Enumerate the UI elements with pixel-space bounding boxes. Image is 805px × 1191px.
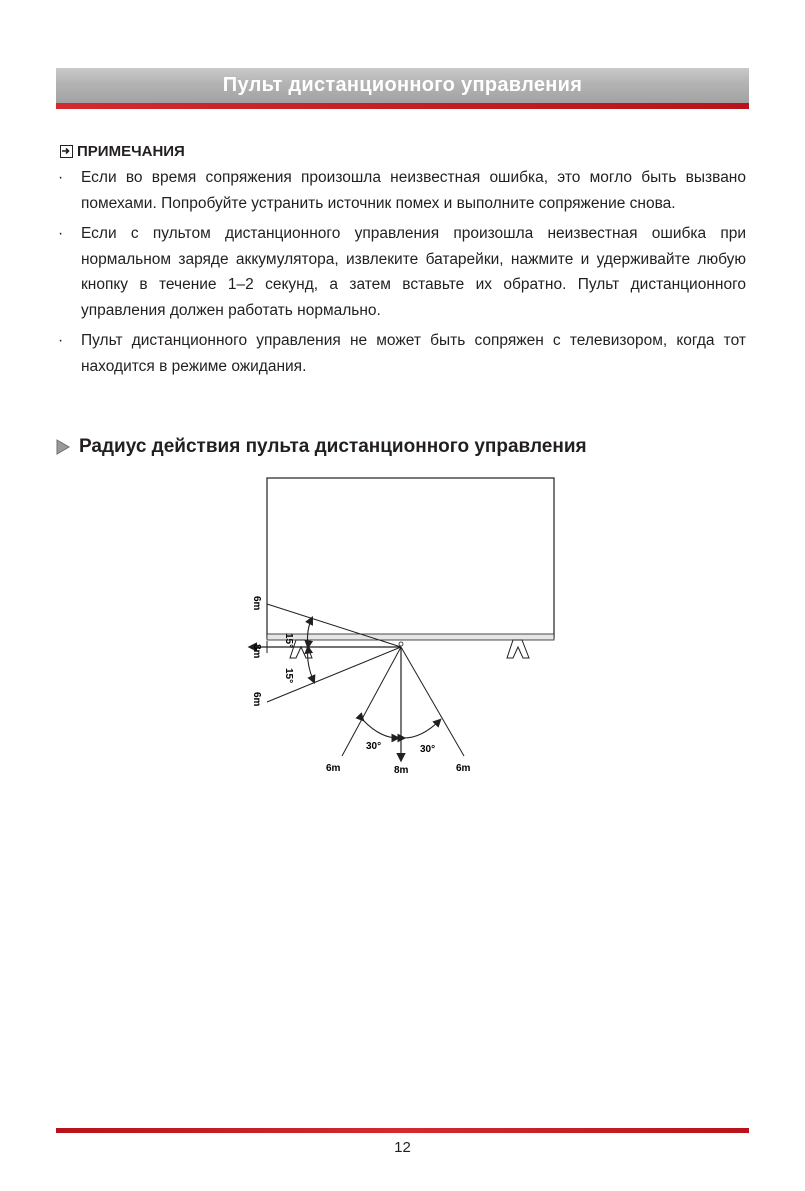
side-distance-bottom: 6m bbox=[251, 692, 262, 707]
note-arrow-icon bbox=[60, 145, 73, 158]
tv-screen bbox=[267, 478, 554, 638]
section-heading bbox=[56, 434, 587, 460]
ir-sensor bbox=[399, 642, 403, 646]
side-angle-label-bottom: 15° bbox=[283, 668, 294, 684]
bullet: · bbox=[58, 332, 64, 349]
section-title: Радиус действия пульта дистанционного управления bbox=[79, 436, 587, 457]
side-distance-top: 6m bbox=[251, 596, 262, 611]
remote-range-diagram bbox=[230, 472, 570, 782]
bullet: · bbox=[58, 225, 64, 242]
bottom-angle-arc-right bbox=[404, 720, 440, 738]
note-text: Пульт дистанционного управления не может быть сопряжен с телевизором, когда тот находится в режиме ожидания. bbox=[81, 332, 746, 375]
bottom-range-left-line bbox=[342, 647, 401, 756]
side-angle-label-top: 15° bbox=[283, 633, 294, 649]
side-distance-center: 8m bbox=[251, 644, 262, 659]
note-item bbox=[56, 165, 746, 216]
notes-heading bbox=[60, 141, 185, 161]
note-item bbox=[56, 221, 746, 323]
bottom-distance-left: 6m bbox=[326, 763, 341, 774]
bottom-distance-center: 8m bbox=[394, 765, 409, 776]
note-item bbox=[56, 328, 746, 379]
bottom-distance-right: 6m bbox=[456, 763, 471, 774]
note-text: Если во время сопряжения произошла неизвестная ошибка, это могло быть вызвано помехами. Попробуйте устранить источник помех и выполните сопряжение снова. bbox=[81, 169, 746, 212]
header-accent-line bbox=[56, 103, 749, 109]
page-header bbox=[56, 68, 749, 103]
note-text: Если с пультом дистанционного управления произошла неизвестная ошибка при нормальном заряде аккумулятора, извлеките батарейки, нажмите и удерживайте любую кнопку в течение 1–2 секунд, а затем вставьте их обратно. Пульт дистанционного управления должен работать нормально. bbox=[81, 225, 746, 319]
bottom-angle-label-right: 30° bbox=[420, 744, 436, 755]
triangle-arrow-icon bbox=[56, 439, 70, 455]
bottom-range-right-line bbox=[401, 647, 464, 756]
bottom-angle-arc-left bbox=[363, 720, 398, 738]
page-title: Пульт дистанционного управления bbox=[222, 74, 583, 96]
tv-stand-right bbox=[507, 640, 529, 658]
bullet: · bbox=[58, 169, 64, 186]
tv-bottom-bezel bbox=[267, 634, 554, 640]
bottom-angle-label-left: 30° bbox=[366, 741, 382, 752]
notes-heading-label: ПРИМЕЧАНИЯ bbox=[77, 142, 185, 160]
notes-list bbox=[56, 165, 746, 384]
page-number: 12 bbox=[394, 1139, 411, 1156]
footer-accent-line bbox=[56, 1128, 749, 1133]
